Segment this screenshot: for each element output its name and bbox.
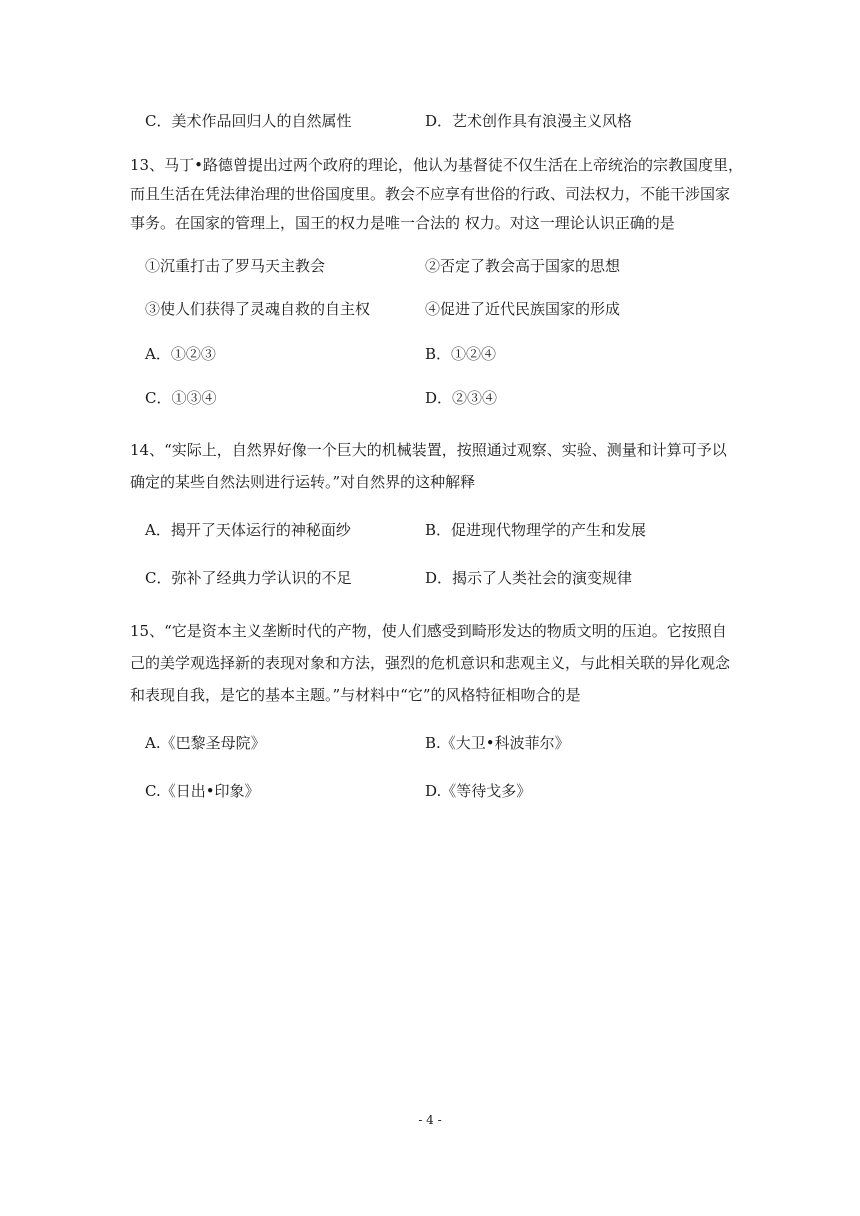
q12-option-d: D．艺术创作具有浪漫主义风格 [425, 112, 633, 130]
q14-option-b: B．促进现代物理学的产生和发展 [425, 521, 647, 539]
q13-item-3: ③使人们获得了灵魂自救的自主权 [145, 300, 371, 318]
q13-option-b: B．①②④ [425, 345, 497, 363]
q15-stem-line-1: 15、“它是资本主义垄断时代的产物，使人们感受到畸形发达的物质文明的压迫。它按照自 [130, 622, 727, 640]
q14-option-a: A．揭开了天体运行的神秘面纱 [145, 521, 351, 539]
q13-stem-line-3: 事务。在国家的管理上，国王的权力是唯一合法的 权力。对这一理论认识正确的是 [130, 214, 675, 232]
q15-stem-line-2: 己的美学观选择新的表现对象和方法，强烈的危机意识和悲观主义，与此相关联的异化观念 [130, 654, 731, 672]
q13-stem-line-1: 13、马丁•路德曾提出过两个政府的理论，他认为基督徒不仅生活在上帝统治的宗教国度里， [130, 156, 743, 174]
q15-option-c: C.《日出•印象》 [145, 782, 260, 800]
q13-item-1: ①沉重打击了罗马天主教会 [145, 257, 326, 275]
page-number: - 4 - [418, 1113, 442, 1127]
q14-option-d: D．揭示了人类社会的演变规律 [425, 569, 633, 587]
q15-option-a: A.《巴黎圣母院》 [145, 734, 266, 752]
q15-stem-line-3: 和表现自我，是它的基本主题。”与材料中“它”的风格特征相吻合的是 [130, 686, 581, 704]
q15-option-b: B.《大卫•科波菲尔》 [425, 734, 570, 752]
q14-stem-line-1: 14、“实际上，自然界好像一个巨大的机械装置，按照通过观察、实验、测量和计算可予以 [130, 441, 727, 459]
q12-option-c: C．美术作品回归人的自然属性 [145, 112, 352, 130]
q13-stem-line-2: 而且生活在凭法律治理的世俗国度里。教会不应享有世俗的行政、司法权力，不能干涉国家 [130, 185, 731, 203]
q13-item-2: ②否定了教会高于国家的思想 [425, 257, 621, 275]
q14-option-c: C．弥补了经典力学认识的不足 [145, 569, 352, 587]
q13-option-c: C．①③④ [145, 389, 217, 407]
q14-stem-line-2: 确定的某些自然法则进行运转。”对自然界的这种解释 [130, 473, 476, 491]
q13-option-d: D．②③④ [425, 389, 498, 407]
q13-option-a: A．①②③ [145, 345, 216, 363]
q15-option-d: D.《等待戈多》 [425, 782, 532, 800]
q13-item-4: ④促进了近代民族国家的形成 [425, 300, 621, 318]
